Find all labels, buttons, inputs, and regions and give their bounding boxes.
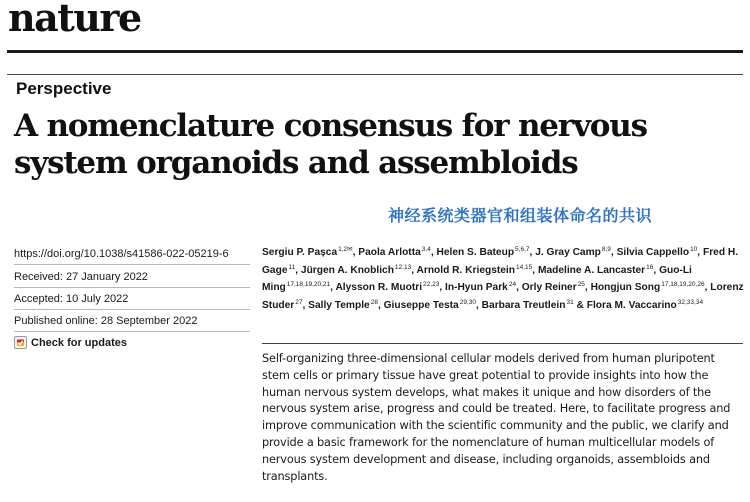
author-affiliation: 16 [646, 263, 654, 271]
check-for-updates-button[interactable] [14, 336, 127, 349]
author-affiliation: 31 [566, 298, 574, 306]
author-affiliation: 12,13 [394, 263, 412, 271]
meta-divider [14, 331, 250, 332]
author-name[interactable]: Sally Temple [308, 299, 370, 311]
author-name[interactable]: Silvia Cappello [616, 247, 690, 258]
author-affiliation: 3,4 [421, 246, 431, 253]
author-separator: , [430, 247, 437, 258]
author-affiliation: 10 [690, 246, 698, 253]
author-name[interactable]: J. Gray Camp [535, 247, 601, 258]
accepted-date: Accepted: 10 July 2022 [14, 293, 129, 305]
author-separator: , [610, 247, 617, 258]
author-separator: , [476, 299, 482, 311]
author-name[interactable]: Barbara Treutlein [481, 299, 566, 311]
author-name[interactable]: Helen S. Bateup [436, 247, 515, 258]
crossmark-icon [14, 336, 27, 349]
author-affiliation: 27 [295, 298, 303, 306]
author-separator: , [584, 282, 591, 294]
meta-divider [14, 287, 250, 288]
author-affiliation: 24 [508, 281, 517, 289]
author-name[interactable]: Paola Arlotta [358, 247, 421, 258]
doi-link[interactable]: https://doi.org/10.1038/s41586-022-05219-6 [14, 248, 229, 260]
author-separator: , [377, 299, 384, 311]
author-separator: , [411, 264, 417, 276]
author-separator: , [330, 282, 336, 294]
author-separator: , [704, 282, 711, 294]
masthead-rule [7, 50, 743, 53]
author-separator: , [532, 264, 538, 276]
author-separator: , [653, 264, 660, 276]
abstract-line: transplants. [262, 469, 328, 483]
author-affiliation: 32,33,34 [677, 298, 704, 306]
author-name[interactable]: Hongjun Song [590, 282, 661, 294]
author-name[interactable]: Giuseppe Testa [383, 299, 459, 311]
author-separator: , [529, 247, 536, 258]
author-separator: , [352, 247, 359, 258]
check-for-updates-label: Check for updates [31, 336, 127, 349]
author-affiliation: 1,2✉ [338, 246, 353, 253]
abstract-line: nervous system development and disease, including organoids, assembloids and [262, 452, 710, 466]
received-date: Received: 27 January 2022 [14, 271, 148, 283]
header-divider [7, 74, 743, 75]
abstract-line: human nervous system develops, what makes it unique and how disorders of the [262, 385, 711, 399]
author-name[interactable]: Alysson R. Muotri [335, 282, 423, 294]
author-affiliation: 11 [288, 263, 296, 271]
author-affiliation: 22,23 [423, 281, 440, 289]
author-separator: , [516, 282, 522, 294]
author-affiliation: 17,18,19,20,21 [286, 281, 331, 289]
article-title-line-1: A nomenclature consensus for nervous [14, 108, 647, 144]
author-name[interactable]: Orly Reiner [521, 282, 577, 294]
author-affiliation: 5,6,7 [515, 246, 530, 253]
author-separator: , [697, 247, 703, 258]
article-title [14, 108, 744, 182]
journal-logo: nature [8, 0, 141, 40]
article-type: Perspective [16, 79, 112, 98]
abstract-line: provide a basic framework for the nomenclature of human multicellular models of [262, 435, 715, 449]
author-name[interactable]: Arnold R. Kriegstein [416, 264, 515, 276]
abstract-divider [262, 343, 743, 344]
meta-divider [14, 264, 250, 265]
abstract-line: nervous system arise, progress and could be treated. Here, to facilitate progress and [262, 402, 731, 416]
author-affiliation: 25 [577, 281, 585, 289]
published-date: Published online: 28 September 2022 [14, 315, 198, 327]
abstract-line: improve communication with the scientific community and the public, we clarify and [262, 419, 729, 433]
author-name[interactable]: Sergiu P. Pașca [262, 247, 338, 258]
author-name[interactable]: Jürgen A. Knoblich [300, 264, 394, 276]
author-affiliation: 8,9 [601, 246, 611, 253]
abstract-line: stem cells or primary tissue have great potential to provide insights into how the [262, 368, 709, 382]
author-list [262, 243, 746, 313]
author-name[interactable]: Lorenz Studer [262, 282, 744, 311]
author-name[interactable]: Madeline A. Lancaster [537, 264, 646, 276]
author-name[interactable]: Fred H. Gage [262, 247, 739, 276]
article-title-line-2: system organoids and assembloids [14, 145, 578, 181]
author-separator: , [439, 282, 445, 294]
abstract [262, 351, 746, 485]
author-separator: , [302, 299, 309, 311]
author-affiliation: 14,15 [516, 263, 533, 271]
author-affiliation: 29,30 [459, 298, 476, 306]
author-separator: & [573, 299, 587, 311]
meta-divider [14, 309, 250, 310]
author-separator: , [295, 264, 301, 276]
author-name[interactable]: Flora M. Vaccarino [586, 299, 677, 311]
author-name[interactable]: Guo-Li Ming [262, 264, 692, 294]
author-name[interactable]: In-Hyun Park [445, 282, 508, 294]
chinese-title: 神经系统类器官和组装体命名的共识 [388, 206, 653, 225]
author-affiliation: 17,18,19,20,26 [661, 281, 705, 289]
abstract-line: Self-organizing three-dimensional cellular models derived from human pluripotent [262, 352, 715, 365]
author-affiliation: 28 [370, 298, 378, 306]
